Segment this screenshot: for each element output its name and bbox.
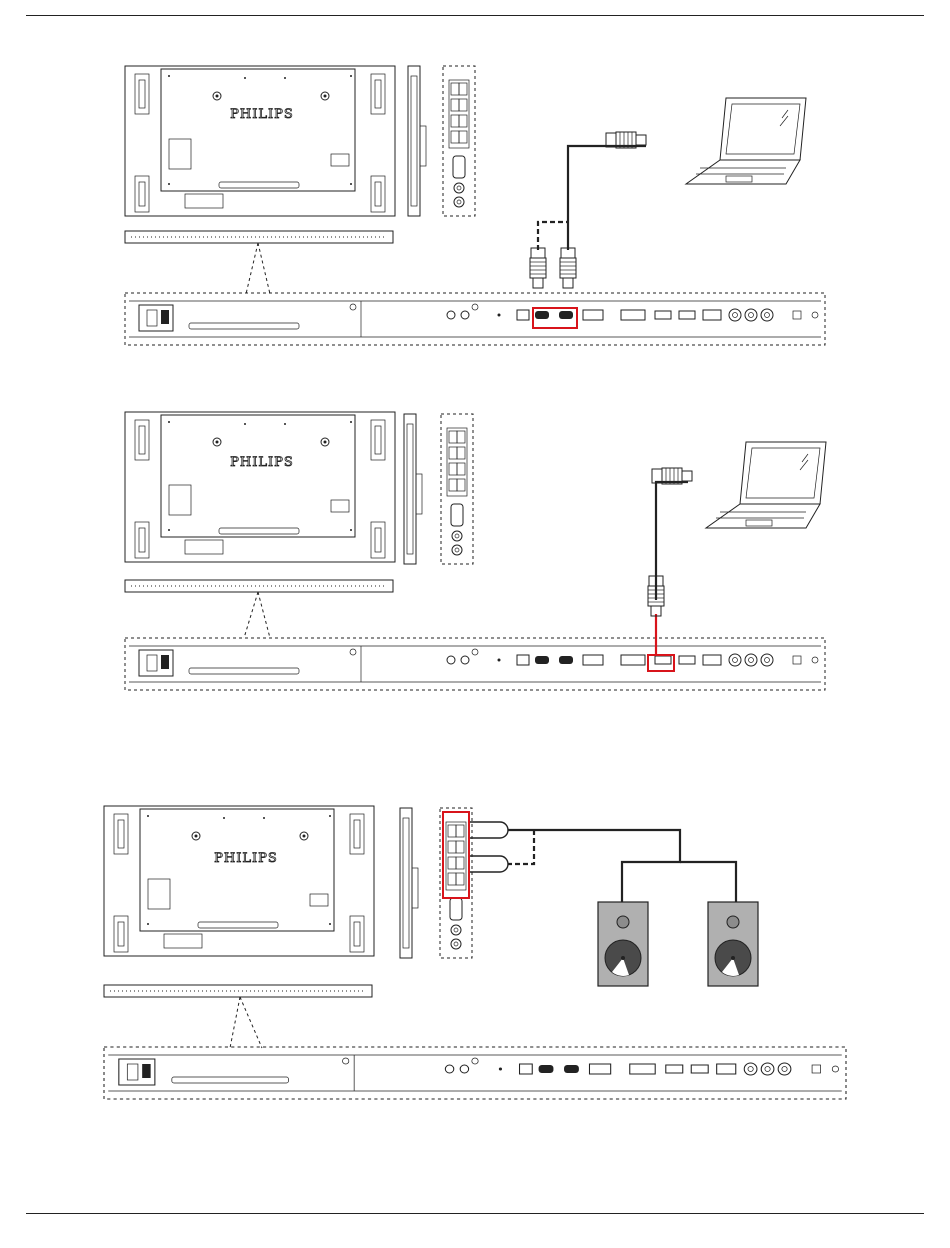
connector-panel-1	[125, 293, 825, 345]
brand-logo-3: PHILIPS	[214, 851, 278, 866]
monitor-side-3	[400, 808, 418, 958]
brand-logo-2: PHILIPS	[230, 455, 294, 470]
port-column-2	[441, 414, 473, 564]
speaker-left-icon	[598, 902, 648, 986]
connector-panel-2	[125, 638, 825, 690]
dvi-cable-alt	[538, 222, 568, 250]
monitor-bottom-1	[125, 231, 393, 243]
port-column-1	[443, 66, 475, 216]
displayport-cable	[656, 482, 688, 600]
brand-logo-1: PHILIPS	[230, 107, 294, 122]
monitor-bottom-3	[104, 985, 372, 997]
laptop-icon	[686, 98, 806, 184]
section-3-diagram	[104, 806, 846, 1099]
section-2-diagram	[125, 412, 826, 690]
laptop-icon	[706, 442, 826, 528]
displayport-highlight	[648, 655, 674, 671]
monitor-rear-3	[104, 806, 374, 956]
port-column-3	[440, 808, 472, 958]
connector-panel-3	[104, 1047, 846, 1099]
monitor-bottom-2	[125, 580, 393, 592]
monitor-rear-1	[125, 66, 395, 216]
speaker-cable-right	[680, 862, 736, 904]
monitor-side-1	[408, 66, 426, 216]
section-1-diagram	[125, 66, 825, 345]
plug-hdmi	[560, 248, 576, 288]
plug-dvi	[530, 248, 546, 288]
speaker-cable-alt	[508, 830, 534, 864]
hdmi-cable	[568, 146, 646, 250]
monitor-rear-2	[125, 412, 395, 562]
monitor-side-2	[404, 414, 422, 564]
speaker-right-icon	[708, 902, 758, 986]
